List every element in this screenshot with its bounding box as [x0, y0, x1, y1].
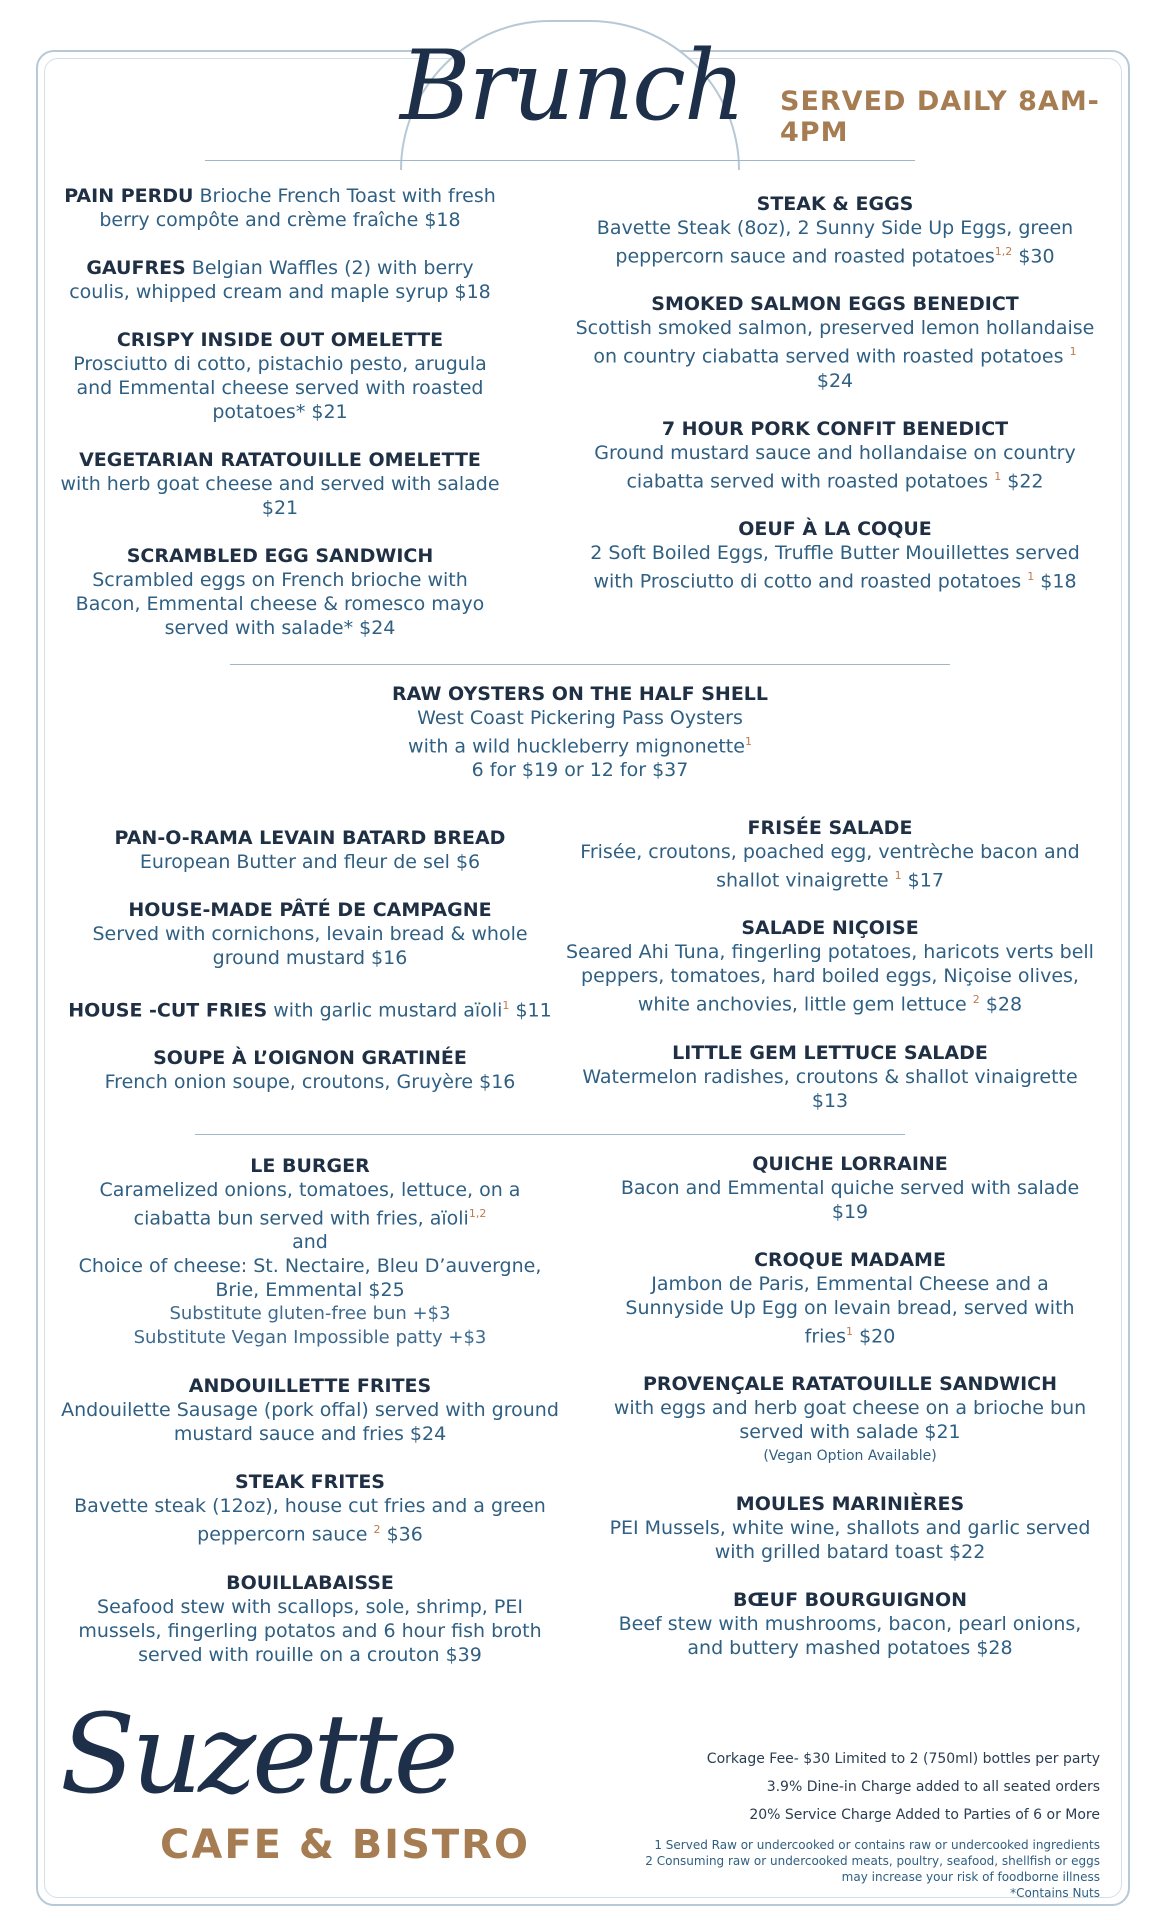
item-desc: Jambon de Paris, Emmental Cheese and a Sunnyside Up Egg on levain bread, served with fries	[625, 1273, 1075, 1348]
item-desc: Bavette steak (12oz), house cut fries and a green peppercorn sauce	[74, 1495, 546, 1546]
menu-item	[575, 517, 1095, 593]
section-2-left	[60, 826, 560, 1118]
item-desc: Andouilette Sausage (pork offal) served with ground mustard sauce and fries $24	[61, 1399, 559, 1446]
footnote-2: 2 Consuming raw or undercooked meats, poultry, seafood, shellfish or eggs	[645, 1854, 1100, 1868]
menu-item	[60, 1470, 560, 1546]
menu-item	[60, 448, 500, 520]
item-desc: with garlic mustard aïoli	[273, 999, 503, 1022]
menu-item	[60, 1571, 560, 1667]
allergen-note: 1	[502, 999, 510, 1012]
dinein-note: 3.9% Dine-in Charge added to all seated orders	[766, 1779, 1100, 1795]
menu-item	[600, 1248, 1100, 1348]
item-desc: French onion soupe, croutons, Gruyère $16	[104, 1071, 516, 1094]
item-desc: Seared Ahi Tuna, fingerling potatoes, haricots verts bell peppers, tomatoes, hard boiled eggs, Niçoise olives, white anchovies, little gem lettuce	[566, 941, 1094, 1016]
item-name: SALADE NIÇOISE	[741, 917, 919, 940]
item-desc: with a wild huckleberry mignonette	[408, 735, 745, 758]
divider	[205, 160, 915, 161]
item-name: BOUILLABAISSE	[226, 1571, 394, 1594]
menu-item	[60, 184, 500, 232]
menu-item	[575, 292, 1095, 392]
item-name: CROQUE MADAME	[754, 1249, 946, 1271]
item-name: CRISPY INSIDE OUT OMELETTE	[116, 329, 444, 351]
item-name: LE BURGER	[250, 1155, 370, 1177]
allergen-note: 1	[994, 469, 1002, 483]
footnote-1: 1 Served Raw or undercooked or contains raw or undercooked ingredients	[654, 1838, 1100, 1852]
menu-title: Brunch	[400, 30, 744, 142]
substitute-option: Substitute gluten-free bun +$3	[169, 1303, 451, 1325]
item-name: STEAK FRITES	[235, 1471, 385, 1494]
item-desc: Watermelon radishes, croutons & shallot vinaigrette $13	[582, 1065, 1078, 1112]
item-desc: Prosciutto di cotto, pistachio pesto, arugula and Emmental cheese served with roasted potatoes* $21	[73, 353, 487, 423]
section-2-right	[565, 816, 1095, 1137]
restaurant-subtitle: CAFE & BISTRO	[160, 1822, 530, 1868]
item-desc: Beef stew with mushrooms, bacon, pearl onions, and buttery mashed potatoes $28	[618, 1613, 1082, 1660]
oysters-section	[300, 682, 860, 782]
item-name: MOULES MARINIÈRES	[735, 1493, 965, 1516]
item-price: $36	[386, 1523, 423, 1546]
item-desc: Scottish smoked salmon, preserved lemon hollandaise on country ciabatta served with roasted potatoes	[575, 317, 1095, 368]
section-3-right	[600, 1152, 1100, 1684]
item-desc: Scrambled eggs on French brioche with Bacon, Emmental cheese & romesco mayo served with salade* $24	[75, 569, 485, 639]
fees-notes	[560, 1745, 1100, 1829]
item-price: $17	[907, 869, 944, 892]
item-name: SOUPE À L’OIGNON GRATINÉE	[153, 1047, 467, 1070]
menu-item	[60, 256, 500, 304]
footnote-2-cont: may increase your risk of foodborne illness	[841, 1870, 1100, 1884]
restaurant-logo: Suzette	[60, 1690, 455, 1818]
allergen-note: 1	[744, 735, 752, 748]
item-desc: Frisée, croutons, poached egg, ventrèche bacon and shallot vinaigrette	[580, 841, 1080, 892]
item-name: GAUFRES	[86, 257, 186, 279]
item-desc: Choice of cheese: St. Nectaire, Bleu D’auvergne, Brie, Emmental $25	[78, 1255, 542, 1302]
item-name: FRISÉE SALADE	[747, 817, 913, 839]
item-name: PROVENÇALE RATATOUILLE SANDWICH	[642, 1373, 1058, 1396]
service-hours: SERVED DAILY 8AM-4PM	[780, 86, 1100, 148]
item-name: RAW OYSTERS ON THE HALF SHELL	[391, 683, 769, 705]
section-1-left	[60, 184, 500, 664]
section-3-left	[60, 1154, 560, 1691]
divider	[195, 1134, 905, 1135]
item-desc: with eggs and herb goat cheese on a brioche bun served with salade $21	[613, 1397, 1087, 1444]
allergen-note: 2	[373, 1523, 381, 1537]
allergen-note: 1	[1069, 345, 1077, 359]
item-price: $20	[859, 1325, 896, 1348]
item-desc: Caramelized onions, tomatoes, lettuce, on a ciabatta bun served with fries, aïoli	[99, 1179, 521, 1230]
allergen-note: 2	[972, 993, 980, 1007]
item-desc: West Coast Pickering Pass Oysters	[417, 707, 743, 729]
item-name: OEUF À LA COQUE	[738, 517, 932, 540]
substitute-option: Substitute Vegan Impossible patty +$3	[133, 1327, 487, 1349]
divider	[230, 664, 950, 665]
allergen-note: 1	[1027, 569, 1035, 583]
item-price: $18	[1040, 570, 1077, 593]
item-price: $11	[515, 999, 552, 1022]
item-name: BŒUF BOURGUIGNON	[732, 1589, 967, 1612]
menu-item	[565, 916, 1095, 1016]
item-price: $22	[1007, 469, 1044, 492]
item-name: PAIN PERDU	[64, 185, 194, 207]
item-desc: Belgian Waffles (2) with berry coulis, whipped cream and maple syrup $18	[69, 257, 491, 303]
item-desc: Ground mustard sauce and hollandaise on country ciabatta served with roasted potatoes	[594, 441, 1076, 492]
menu-item	[60, 1374, 560, 1446]
service-note: 20% Service Charge Added to Parties of 6 or More	[749, 1807, 1100, 1823]
allergen-note: 1	[894, 869, 902, 882]
item-name: STEAK & EGGS	[756, 193, 914, 215]
menu-item	[600, 1372, 1100, 1468]
item-desc: Brioche French Toast with fresh berry compôte and crème fraîche $18	[99, 185, 496, 231]
item-name: 7 HOUR PORK CONFIT BENEDICT	[661, 417, 1009, 440]
menu-item	[565, 1041, 1095, 1113]
footnotes	[460, 1837, 1100, 1901]
item-desc: European Butter and fleur de sel $6	[139, 851, 481, 873]
item-desc: Bavette Steak (8oz), 2 Sunny Side Up Eggs, green peppercorn sauce and roasted potatoes	[596, 217, 1074, 268]
menu-item	[60, 826, 560, 874]
menu-item	[600, 1588, 1100, 1660]
menu-item	[600, 1152, 1100, 1224]
item-desc: PEI Mussels, white wine, shallots and garlic served with grilled batard toast $22	[609, 1517, 1091, 1564]
item-name: HOUSE-MADE PÂTÉ DE CAMPAGNE	[128, 899, 492, 921]
corkage-note: Corkage Fee- $30 Limited to 2 (750ml) bottles per party	[706, 1751, 1100, 1767]
menu-item	[60, 1154, 560, 1350]
item-name: SCRAMBLED EGG SANDWICH	[126, 545, 434, 567]
item-price: $30	[1018, 245, 1055, 268]
menu-item	[60, 898, 560, 970]
item-name: LITTLE GEM LETTUCE SALADE	[672, 1041, 988, 1064]
menu-item	[600, 1492, 1100, 1564]
menu-item	[60, 1046, 560, 1094]
item-desc: and	[292, 1231, 328, 1254]
menu-item	[565, 816, 1095, 892]
vegan-note: (Vegan Option Available)	[763, 1448, 937, 1465]
footnote-nuts: *Contains Nuts	[1010, 1886, 1100, 1900]
menu-item	[575, 192, 1095, 268]
item-desc: Seafood stew with scallops, sole, shrimp, PEI mussels, fingerling potatos and 6 hour fish broth served with rouille on a crouton $39	[78, 1595, 542, 1666]
item-name: HOUSE -CUT FRIES	[68, 999, 268, 1022]
menu-item	[60, 544, 500, 640]
item-desc: Served with cornichons, levain bread & whole ground mustard $16	[92, 923, 528, 969]
item-price: $24	[816, 369, 854, 392]
item-desc: Bacon and Emmental quiche served with salade $19	[620, 1177, 1080, 1223]
item-desc: with herb goat cheese and served with salade $21	[60, 473, 500, 519]
section-1-right	[575, 192, 1095, 617]
menu-item	[575, 417, 1095, 493]
item-price: $28	[985, 993, 1023, 1016]
item-name: QUICHE LORRAINE	[752, 1153, 948, 1175]
item-price: 6 for $19 or 12 for $37	[471, 759, 689, 782]
item-desc: 2 Soft Boiled Eggs, Truffle Butter Mouillettes served with Prosciutto di cotto and roasted potatoes	[590, 541, 1080, 593]
item-name: SMOKED SALMON EGGS BENEDICT	[651, 293, 1019, 316]
allergen-note: 1,2	[994, 245, 1013, 258]
item-name: PAN-O-RAMA LEVAIN BATARD BREAD	[114, 827, 506, 849]
menu-item	[60, 328, 500, 424]
allergen-note: 1,2	[468, 1207, 487, 1220]
item-name: ANDOUILLETTE FRITES	[188, 1375, 432, 1398]
allergen-note: 1	[846, 1325, 854, 1338]
menu-item	[60, 994, 560, 1022]
item-name: VEGETARIAN RATATOUILLE OMELETTE	[79, 449, 481, 471]
